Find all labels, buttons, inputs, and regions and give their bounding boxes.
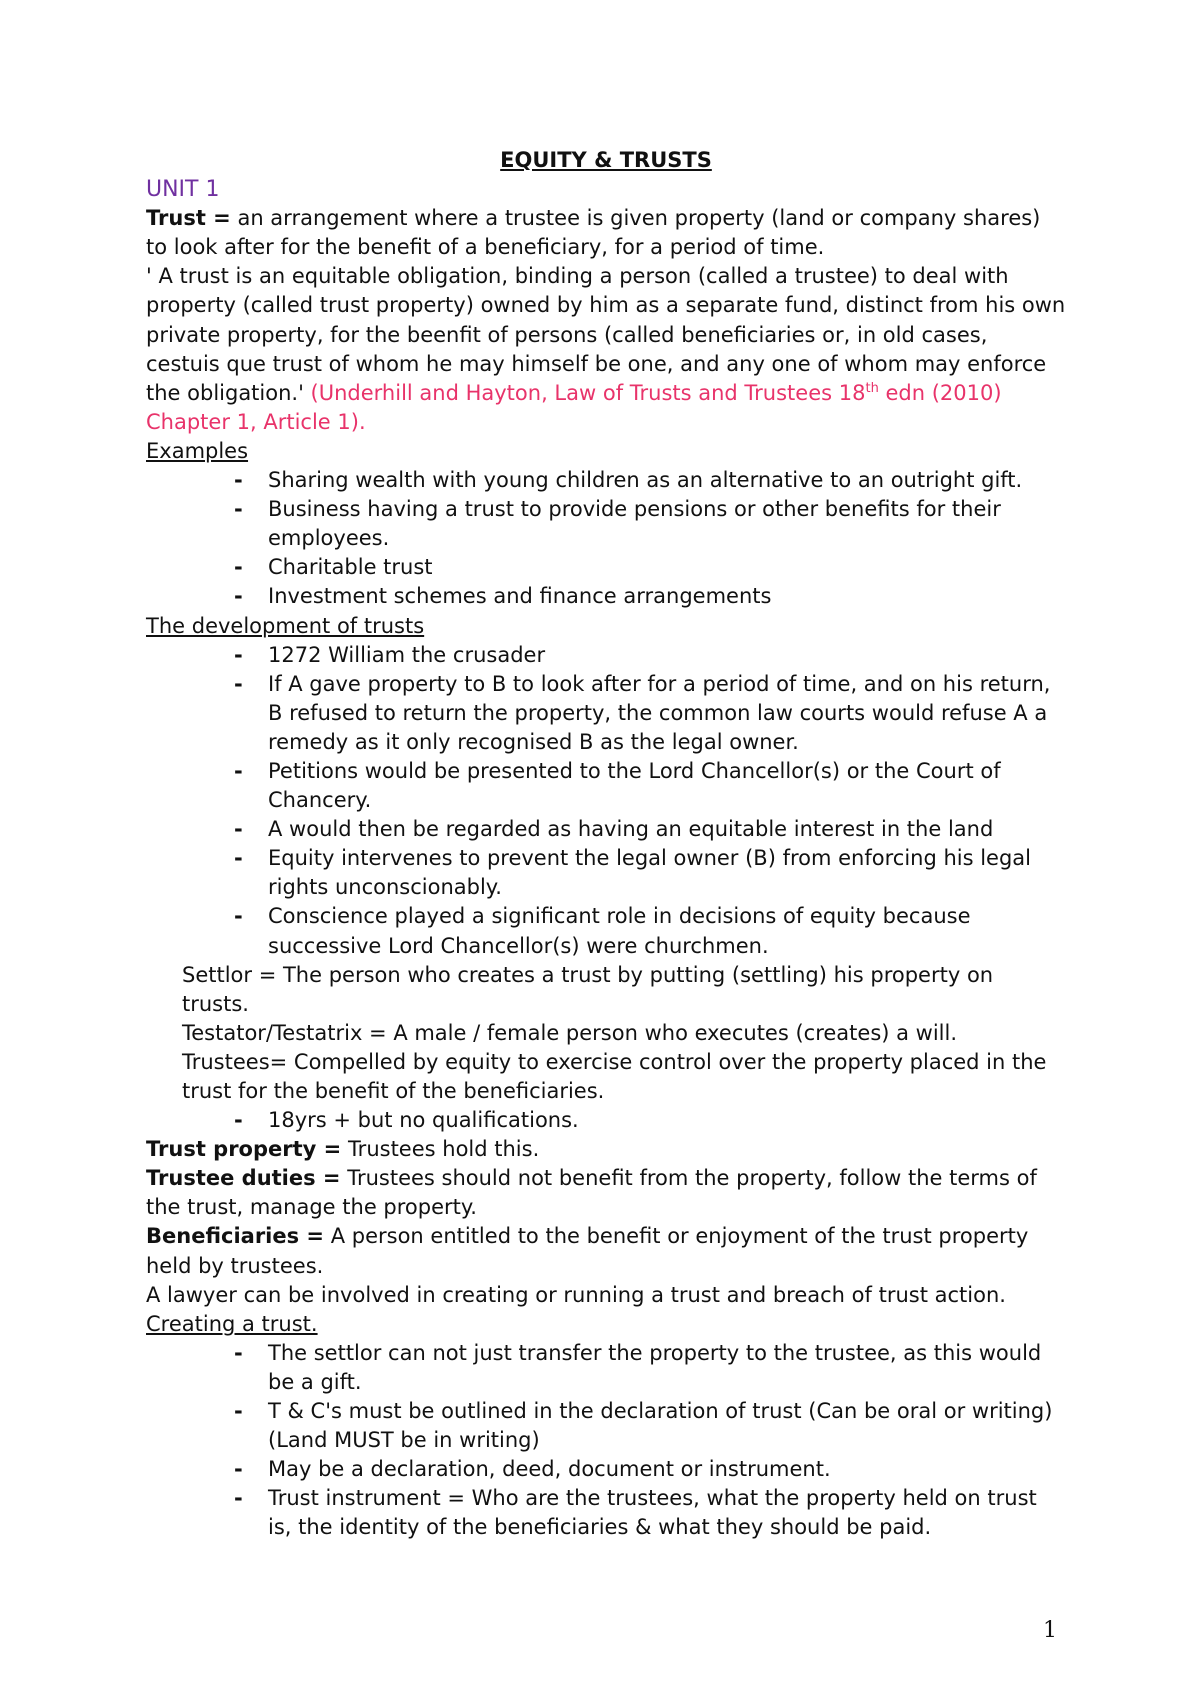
list-item: - 18yrs + but no qualifications. bbox=[146, 1106, 1066, 1135]
trustees-definition: Trustees= Compelled by equity to exercise control over the property placed in the trust for the benefit of the beneficiaries. bbox=[182, 1049, 1047, 1103]
creating-heading: Creating a trust. bbox=[146, 1311, 318, 1336]
trust-property-term: Trust property = bbox=[146, 1137, 342, 1162]
list-item: - Trust instrument = Who are the trustees, what the property held on trust is, the identity of the beneficiaries & what they should be paid. bbox=[146, 1484, 1066, 1542]
list-item: - Sharing wealth with young children as an alternative to an outright gift. bbox=[146, 466, 1066, 495]
list-item: - Charitable trust bbox=[146, 553, 1066, 582]
trustee-duties-text: Trustees should not benefit from the property, follow the terms of the trust, manage the property. bbox=[146, 1166, 1037, 1220]
trustee-duties-term: Trustee duties = bbox=[146, 1166, 341, 1191]
page-number: 1 bbox=[1043, 1618, 1057, 1643]
testator-definition: Testator/Testatrix = A male / female person who executes (creates) a will. bbox=[182, 1020, 958, 1045]
list-item: - Conscience played a significant role in decisions of equity because successive Lord Chancellor(s) were churchmen. bbox=[146, 902, 1066, 960]
list-item: - 1272 William the crusader bbox=[146, 641, 1066, 670]
examples-list bbox=[146, 466, 1066, 611]
trust-quote bbox=[146, 262, 1066, 437]
citation-sup: th bbox=[865, 380, 879, 396]
quote-text: ' A trust is an equitable obligation, binding a person (called a trustee) to deal with property (called trust property) owned by him as a separate fund, distinct from his own private property, for the beenfit of persons (called beneficiaries or, in old cases, cestuis que trust of whom he may himself be one, and any one of whom may enforce the obligation.' bbox=[146, 264, 1066, 405]
settlor-definition: Settlor = The person who creates a trust by putting (settling) his property on trusts. bbox=[182, 962, 994, 1016]
citation-before: (Underhill and Hayton, Law of Trusts and Trustees 18 bbox=[303, 380, 866, 405]
page-content bbox=[146, 146, 1066, 1543]
list-item: - Equity intervenes to prevent the legal owner (B) from enforcing his legal rights unconscionably. bbox=[146, 844, 1066, 902]
list-item: - Petitions would be presented to the Lord Chancellor(s) or the Court of Chancery. bbox=[146, 757, 1066, 815]
list-item: - May be a declaration, deed, document or instrument. bbox=[146, 1455, 1066, 1484]
trustees-list bbox=[146, 1106, 1066, 1135]
document-title: EQUITY & TRUSTS bbox=[500, 148, 712, 172]
development-list bbox=[146, 641, 1066, 961]
trust-definition bbox=[146, 204, 1066, 262]
citation-after: edn (2010) Chapter 1, Article 1). bbox=[146, 380, 1002, 434]
trust-property-text: Trustees hold this. bbox=[341, 1137, 540, 1162]
list-item: - A would then be regarded as having an equitable interest in the land bbox=[146, 815, 1066, 844]
unit-heading: UNIT 1 bbox=[146, 177, 220, 203]
list-item: - Investment schemes and finance arrangements bbox=[146, 582, 1066, 611]
trust-property-definition bbox=[146, 1135, 1066, 1164]
examples-heading: Examples bbox=[146, 438, 249, 463]
development-heading: The development of trusts bbox=[146, 613, 425, 638]
list-item: - The settlor can not just transfer the property to the trustee, as this would be a gift. bbox=[146, 1339, 1066, 1397]
beneficiaries-term: Beneficiaries = bbox=[146, 1224, 325, 1249]
trustee-duties-definition bbox=[146, 1164, 1066, 1222]
beneficiaries-text: A person entitled to the benefit or enjoyment of the trust property held by trustees. bbox=[146, 1224, 1029, 1278]
trust-definition-text: an arrangement where a trustee is given property (land or company shares) to look after for the benefit of a beneficiary, for a period of time. bbox=[146, 206, 1041, 260]
list-item: - Business having a trust to provide pensions or other benefits for their employees. bbox=[146, 495, 1066, 553]
creating-list bbox=[146, 1339, 1066, 1543]
lawyer-note: A lawyer can be involved in creating or running a trust and breach of trust action. bbox=[146, 1282, 1006, 1307]
beneficiaries-definition bbox=[146, 1222, 1066, 1280]
list-item: - T & C's must be outlined in the declaration of trust (Can be oral or writing) (Land MUST be in writing) bbox=[146, 1397, 1066, 1455]
list-item: - If A gave property to B to look after for a period of time, and on his return, B refused to return the property, the common law courts would refuse A a remedy as it only recognised B as the legal owner. bbox=[146, 670, 1066, 757]
trust-term: Trust = bbox=[146, 206, 231, 231]
